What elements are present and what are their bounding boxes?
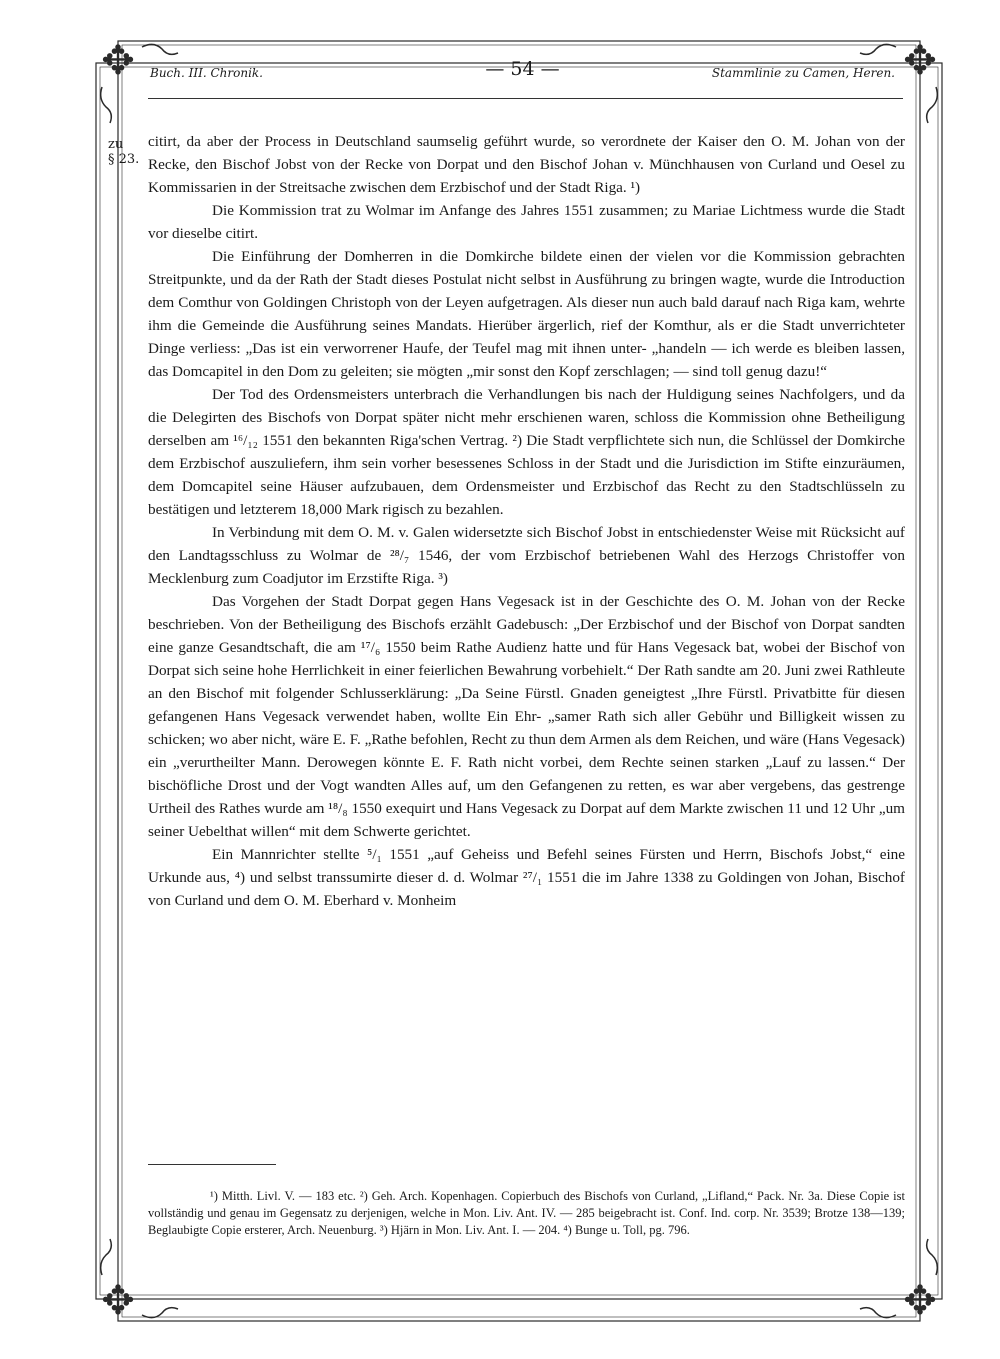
margin-note (108, 137, 139, 167)
paragraph: Die Kommission trat zu Wolmar im Anfange des Jahres 1551 zusammen; zu Mariae Lichtmess wurde die Stadt vor dieselbe citirt. (148, 202, 905, 242)
header-left-title: Buch. III. Chronik. (150, 66, 263, 80)
header-rule (148, 98, 903, 99)
corner-ornament-icon: ✥ (101, 1278, 135, 1324)
margin-note-line: zu (108, 137, 124, 152)
paragraph: Der Tod des Ordensmeisters unterbrach die Verhandlungen bis nach der Huldigung seines Nachfolgers, und da die Delegirten des Bischofs von Dorpat später nicht mehr erschienen waren, schloss die Kommission ohne Betheiligung derselben am ¹⁶/₁₂ 1551 den bekannten Riga'schen Vertrag. ²) Die Stadt verpflichtete sich nun, die Schlüssel der Domkirche dem Erzbischof auszuliefern, ihm sein vorher besessenes Schloss in der Stadt und die Jurisdiction im Stifte einzuräumen, dem Domcapitel seine Häuser aufzubauen, dem Ordensmeister und Erzbischof das Recht zu den Stadtschlüsseln zu bestätigen und letzterem 18,000 Mark rigisch zu bezahlen. (148, 386, 905, 518)
paragraph: citirt, da aber der Process in Deutschland saumselig geführt wurde, so verordnete der Kaiser den O. M. Johan von der Recke, den Bischof Jobst von der Recke von Dorpat und den Bischof Johan v. Münchhausen von Curland und Oesel zu Kommissarien in der Streitsache zwischen dem Erzbischof und der Stadt Riga. ¹) (148, 133, 905, 196)
paragraph: In Verbindung mit dem O. M. v. Galen widersetzte sich Bischof Jobst in entschiedenster Weise mit Rücksicht auf den Landtagsschluss zu Wolmar de ²⁸/₇ 1546, der vom Erzbischof betriebenen Wahl des Herzogs Christoffer von Mecklenburg zum Coadjutor im Erzstifte Riga. ³) (148, 524, 905, 587)
paragraph: Die Einführung der Domherren in die Domkirche bildete einen der vielen vor die Kommission gebrachten Streitpunkte, und da der Rath der Stadt dieses Postulat nicht selbst in Ausführung zu bringen wagte, wurde die Introduction dem Comthur von Goldingen Christoph von der Leyen aufgetragen. Als dieser nun auch bald darauf nach Riga kam, wehrte ihm die Gemeinde die Ausführung seines Mandats. Hierüber ärgerlich, rief der Komthur, als er die Stadt unverrichteter Dinge verliess: „Das ist ein verworrener Haufe, der Teufel mag mit ihnen unter- „handeln — ich werde es bleiben lassen, das Domcapitel in den Dom zu geleiten; sie mögten „mir sonst den Kopf zerschlagen; — sind toll genug dazu!“ (148, 248, 905, 380)
corner-ornament-icon: ✥ (903, 1278, 937, 1324)
corner-ornament-icon: ✥ (101, 38, 135, 84)
footnote-rule (148, 1164, 276, 1165)
footnotes: ¹) Mitth. Livl. V. — 183 etc. ²) Geh. Arch. Kopenhagen. Copierbuch des Bischofs von Curland, „Lifland,“ Pack. Nr. 3a. Diese Copie ist vollständig und genau im Gegensatz zu derjenigen, welche in Mon. Liv. Ant. IV. — 285 beigebracht ist. Conf. Ind. corp. Nr. 3539; Brotze 138—139; Beglaubigte Copie ersterer, Arch. Neuenburg. ³) Hjärn in Mon. Liv. Ant. I. — 204. ⁴) Bunge u. Toll, pg. 796. (148, 1189, 905, 1237)
paragraph: Ein Mannrichter stellte ⁵/₁ 1551 „auf Geheiss und Befehl seines Fürsten und Herrn, Bischofs Jobst,“ eine Urkunde aus, ⁴) und selbst transsumirte dieser d. d. Wolmar ²⁷/₁ 1551 die im Jahre 1338 zu Goldingen von Johan, Bischof von Curland und dem O. M. Eberhard v. Monheim (148, 846, 905, 909)
header-right-title: Stammlinie zu Camen, Heren. (711, 66, 895, 80)
main-text (148, 130, 905, 912)
margin-note-line: § 23. (108, 152, 140, 167)
running-header (150, 58, 895, 92)
page-number: — 54 — (485, 58, 560, 80)
paragraph: Das Vorgehen der Stadt Dorpat gegen Hans Vegesack ist in der Geschichte des O. M. Johan von der Recke beschrieben. Von der Betheiligung des Bischofs erzählt Gadebusch: „Der Erzbischof und der Bischof von Dorpat sandten eine ganze Gesandtschaft, die am ¹⁷/₆ 1550 beim Rathe Audienz hatte und für Hans Vegesack bat, wobei der Bischof von Dorpat sich seine hohe Herrlichkeit in einer feierlichen Bewahrung vorbehielt.“ Der Rath sandte am 20. Juni zwei Rathleute an den Bischof mit folgender Schlusserklärung: „Da Seine Fürstl. Gnaden geneigtest „Ihre Fürstl. Privatbitte für diesen gefangenen Hans Vegesack verwendet haben, wollte Ein Ehr- „samer Rath sich aller Gebühr und Billigkeit wissen zu schicken; wo aber nicht, wäre E. F. „Rathe befohlen, Recht zu thun dem Armen als dem Reichen, und wäre (Hans Vegesack) ein „verurtheilter Mann. Derowegen könnte E. F. Rath nicht vorbei, dem Rechte seinen starken „Lauf zu lassen.“ Der bischöfliche Drost und der Vogt wandten Alles auf, um den Gefangenen zu retten, es war aber vergebens, das gestrenge Urtheil des Rathes wurde am ¹⁸/₈ 1550 exequirt und Hans Vegesack zu Dorpat auf dem Markte zwischen 11 und 12 Uhr „um seiner Uebelthat willen“ mit dem Schwerte gerichtet. (148, 593, 905, 840)
corner-ornament-icon: ✥ (903, 38, 937, 84)
